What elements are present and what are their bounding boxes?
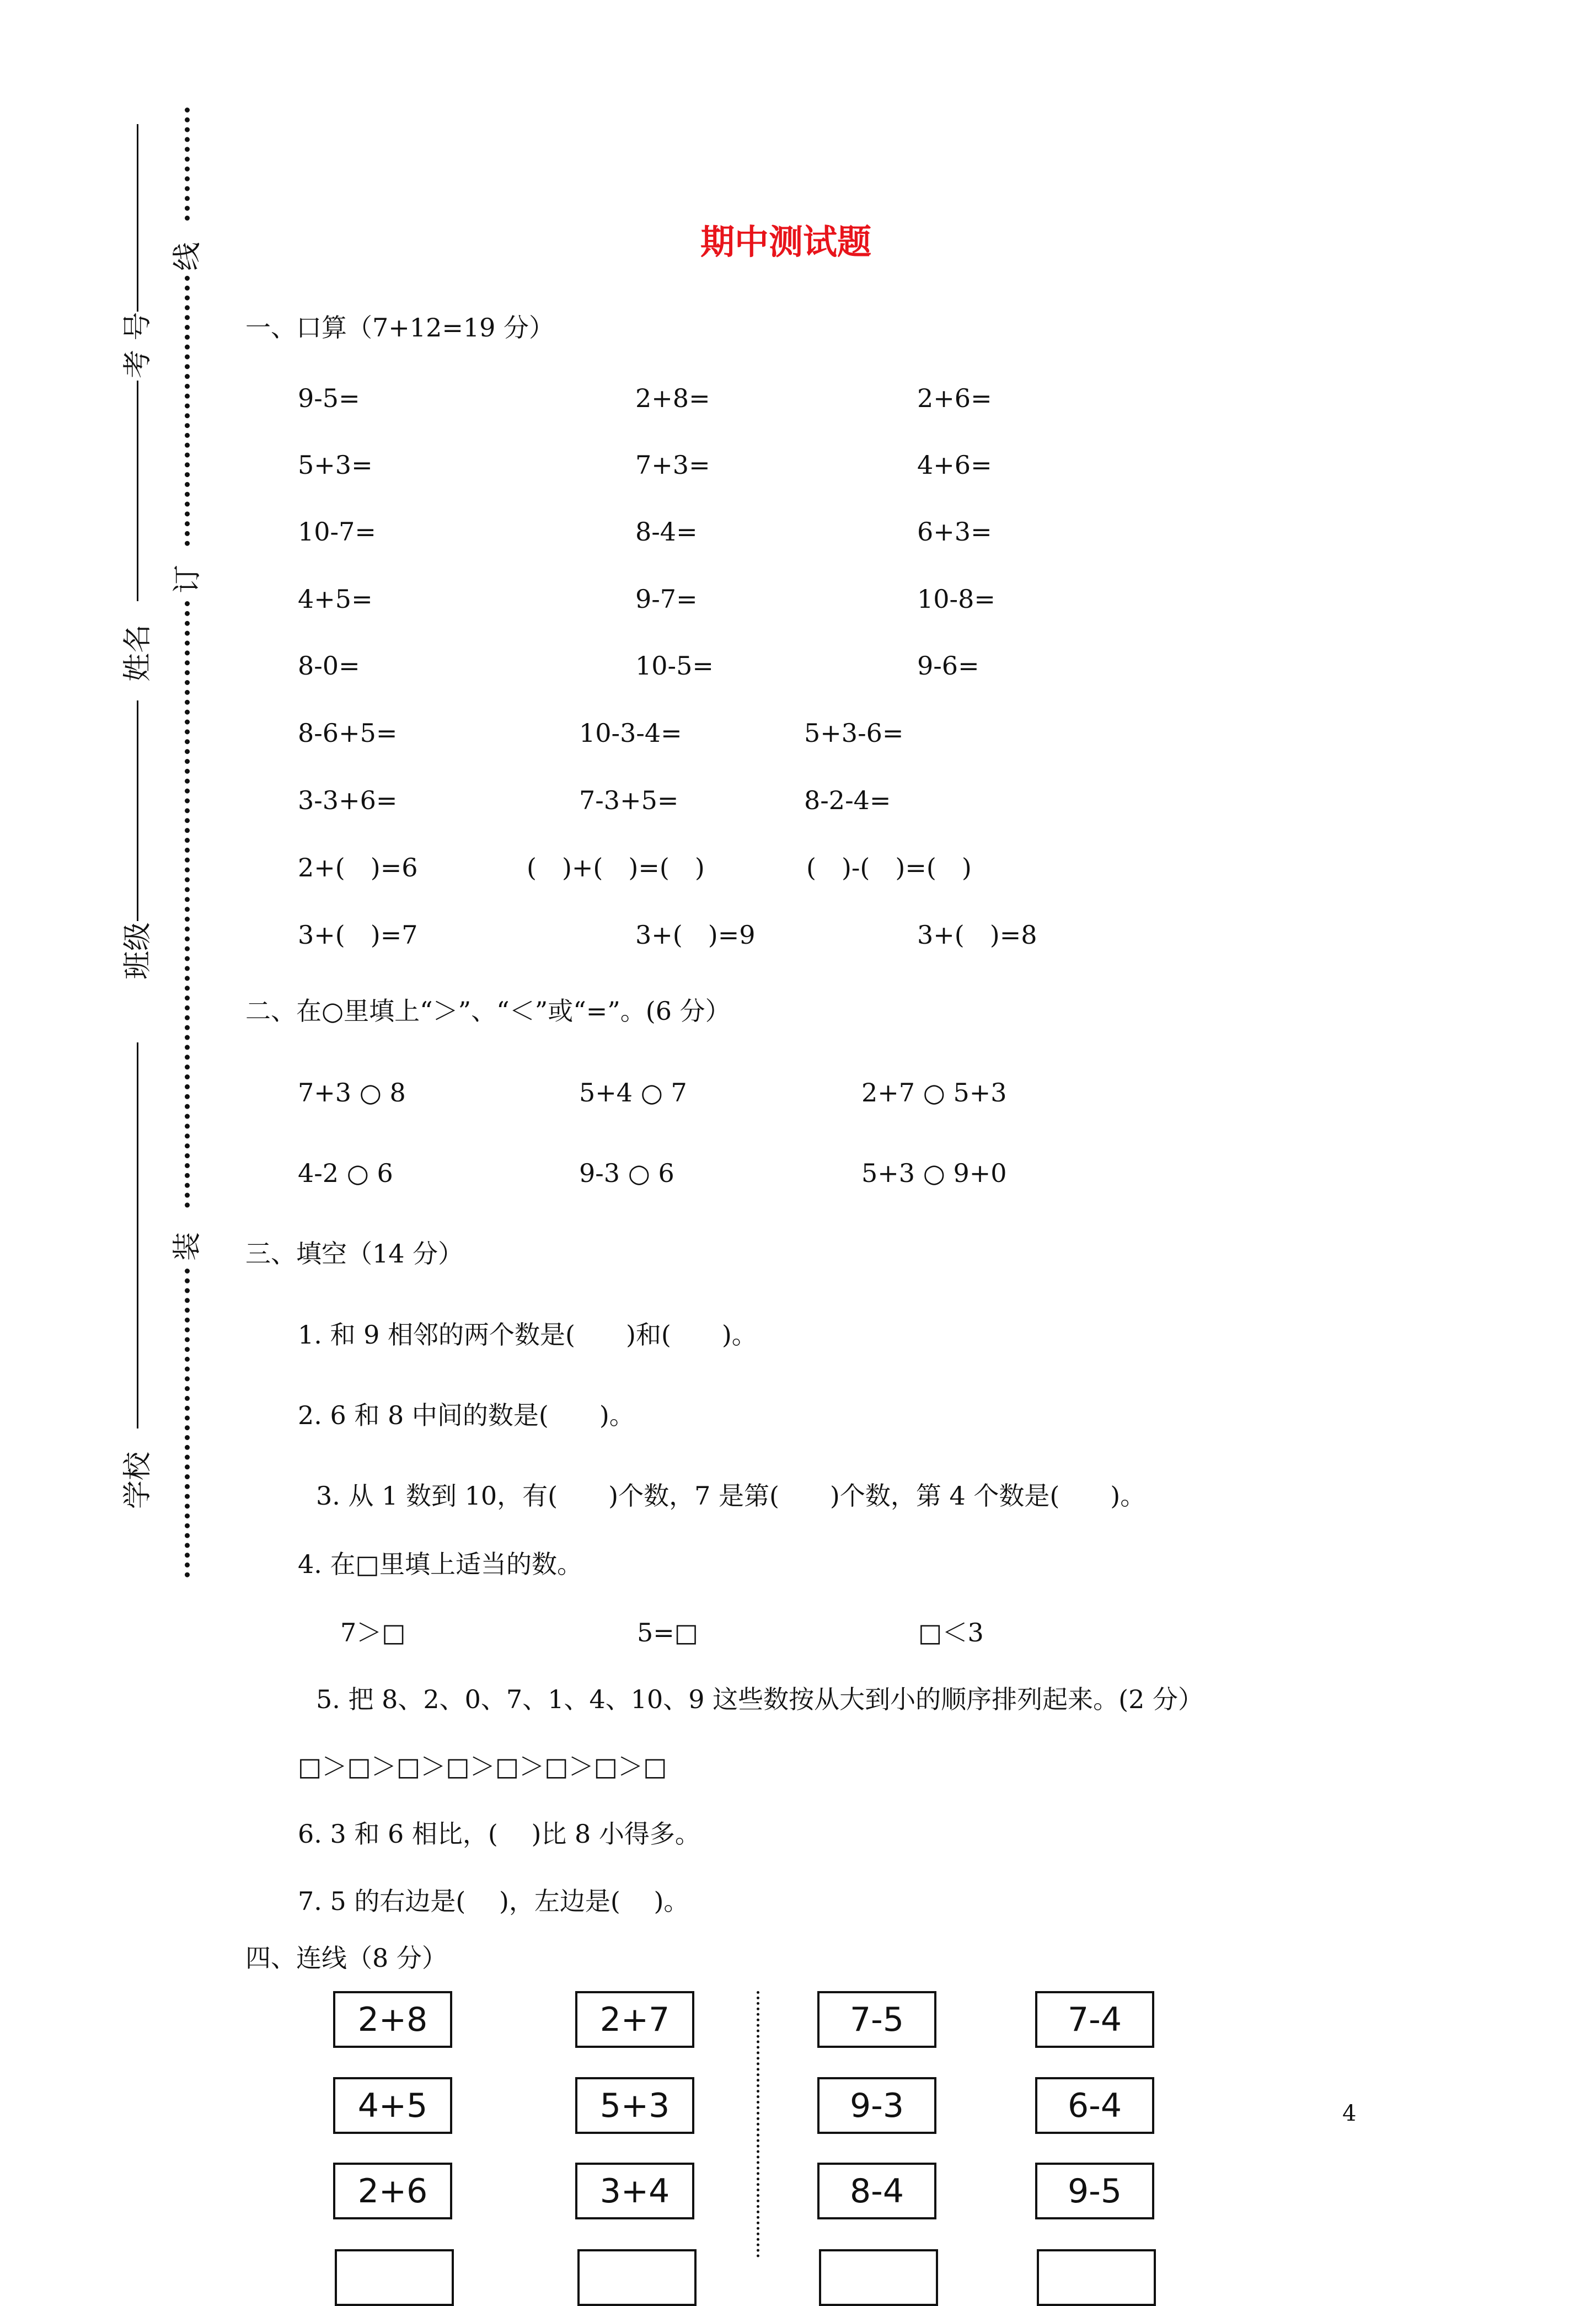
matching-box[interactable]: 8-4 [817, 2163, 936, 2219]
compare-item: 7+3 ○ 8 [298, 1078, 406, 1107]
question-6: 6. 3 和 6 相比，( )比 8 小得多。 [298, 1819, 700, 1849]
matching-box[interactable]: 7-4 [1035, 1991, 1154, 2048]
oral-calc-item: 10-5= [635, 651, 714, 681]
question-3: 3. 从 1 数到 10，有( )个数，7 是第( )个数，第 4 个数是( )。 [316, 1481, 1146, 1511]
oral-calc-item: 2+( )=6 [298, 853, 418, 882]
oral-calc-item: ( )+( )=( ) [527, 853, 705, 882]
label-exam-number: 考 号 [121, 312, 154, 378]
oral-calc-item: 7+3= [635, 450, 710, 480]
oral-calc-item: 3+( )=8 [917, 920, 1037, 950]
oral-calc-item: 4+6= [917, 450, 992, 480]
matching-box[interactable]: 2+6 [333, 2163, 452, 2219]
oral-calc-item: 9-7= [635, 584, 698, 614]
margin-line-1 [137, 124, 138, 312]
section1-heading: 一、口算（7+12=19 分） [245, 313, 555, 343]
matching-box[interactable]: 7-5 [817, 1991, 936, 2048]
label-bind: 订 [171, 564, 204, 593]
oral-calc-item: 10-3-4= [579, 718, 682, 748]
oral-calc-item: ( )-( )=( ) [806, 853, 972, 882]
oral-calc-item: 9-5= [298, 383, 360, 413]
oral-calc-item: 7-3+5= [579, 785, 679, 815]
section2-heading: 二、在○里填上“＞”、“＜”或“=”。(6 分） [245, 996, 731, 1026]
oral-calc-item: 5+3= [298, 450, 373, 480]
label-school: 学校 [121, 1451, 154, 1509]
question-4-item: □＜3 [918, 1618, 984, 1647]
oral-calc-item: 4+5= [298, 584, 373, 614]
oral-calc-item: 9-6= [917, 651, 979, 681]
matching-box-cutoff [335, 2249, 454, 2306]
matching-box[interactable]: 5+3 [575, 2077, 694, 2134]
label-line: 线 [171, 242, 204, 271]
question-7: 7. 5 的右边是( )，左边是( )。 [298, 1886, 689, 1916]
compare-item: 4-2 ○ 6 [298, 1158, 393, 1188]
margin-line-2 [137, 381, 138, 601]
oral-calc-item: 8-0= [298, 651, 360, 681]
label-name: 姓名 [121, 624, 154, 682]
binding-dotted-line-mid2 [185, 601, 190, 1208]
oral-calc-item: 10-7= [298, 517, 376, 547]
page-number: 4 [1342, 2101, 1357, 2126]
oral-calc-item: 8-6+5= [298, 718, 398, 748]
compare-item: 9-3 ○ 6 [579, 1158, 674, 1188]
question-5: 5. 把 8、2、0、7、1、4、10、9 这些数按从大到小的顺序排列起来。(2 分） [316, 1684, 1203, 1714]
binding-dotted-line-top [185, 108, 190, 221]
oral-calc-item: 2+6= [917, 383, 992, 413]
oral-calc-item: 8-2-4= [804, 785, 891, 815]
binding-dotted-line-bottom [185, 1269, 190, 1577]
compare-item: 2+7 ○ 5+3 [861, 1078, 1007, 1107]
oral-calc-item: 10-8= [917, 584, 995, 614]
label-class: 班级 [121, 922, 154, 980]
matching-box[interactable]: 3+4 [575, 2163, 694, 2219]
matching-box[interactable]: 2+8 [333, 1991, 452, 2048]
oral-calc-item: 6+3= [917, 517, 992, 547]
question-1: 1. 和 9 相邻的两个数是( )和( )。 [298, 1320, 757, 1350]
margin-line-3 [137, 700, 138, 921]
binding-dotted-line-mid1 [185, 276, 190, 546]
matching-box[interactable]: 9-5 [1035, 2163, 1154, 2219]
oral-calc-item: 2+8= [635, 383, 710, 413]
question-4-item: 7＞□ [340, 1618, 406, 1647]
compare-item: 5+4 ○ 7 [579, 1078, 687, 1107]
matching-box-cutoff [1037, 2249, 1156, 2306]
label-mount: 装 [171, 1232, 204, 1261]
matching-box-cutoff [577, 2249, 697, 2306]
oral-calc-item: 8-4= [635, 517, 698, 547]
compare-item: 5+3 ○ 9+0 [861, 1158, 1007, 1188]
matching-box[interactable]: 9-3 [817, 2077, 936, 2134]
matching-box[interactable]: 6-4 [1035, 2077, 1154, 2134]
question-2: 2. 6 和 8 中间的数是( )。 [298, 1400, 635, 1430]
matching-box[interactable]: 4+5 [333, 2077, 452, 2134]
question-5-answer: □＞□＞□＞□＞□＞□＞□＞□ [298, 1752, 667, 1781]
matching-box[interactable]: 2+7 [575, 1991, 694, 2048]
margin-line-4 [137, 1042, 138, 1428]
matching-divider [757, 1991, 759, 2257]
question-4: 4. 在□里填上适当的数。 [298, 1549, 582, 1579]
question-4-item: 5=□ [637, 1618, 699, 1647]
section3-heading: 三、填空（14 分） [245, 1239, 464, 1269]
section4-heading: 四、连线（8 分） [245, 1943, 447, 1973]
oral-calc-item: 3+( )=9 [635, 920, 756, 950]
oral-calc-item: 3+( )=7 [298, 920, 418, 950]
oral-calc-item: 5+3-6= [804, 718, 904, 748]
oral-calc-item: 3-3+6= [298, 785, 398, 815]
page-title: 期中测试题 [700, 222, 872, 262]
matching-box-cutoff [819, 2249, 938, 2306]
